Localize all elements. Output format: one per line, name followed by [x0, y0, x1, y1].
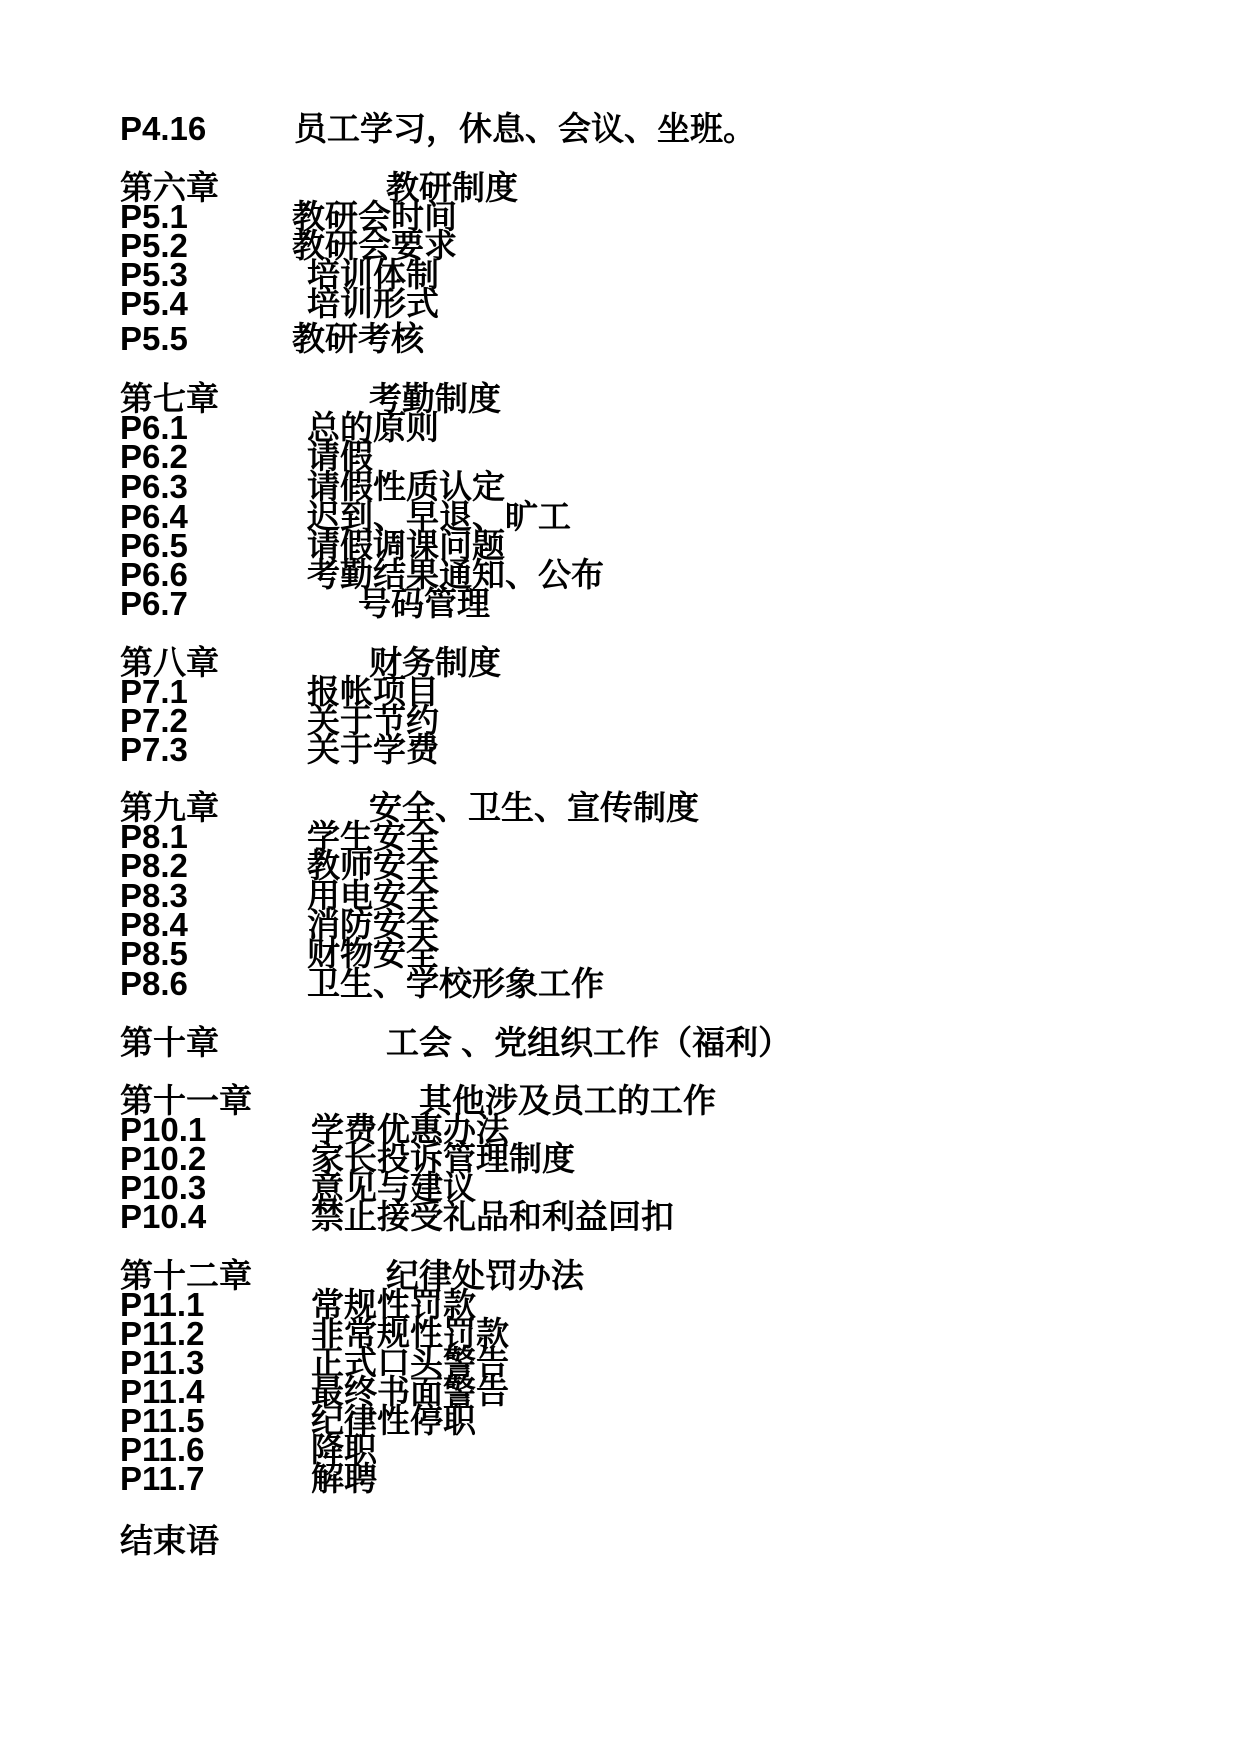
toc-item	[0, 109, 1241, 149]
item-code: P11.1	[120, 1286, 205, 1323]
item-code: P11.6	[120, 1431, 205, 1468]
chapter-title: 工会 、党组织工作（福利）	[386, 1024, 792, 1061]
item-code: P8.2	[120, 847, 188, 884]
chapter-title: 财务制度	[369, 644, 501, 681]
chapter-label: 第十一章	[120, 1082, 252, 1119]
chapter-label: 第十二章	[120, 1257, 252, 1294]
item-title: 培训形式	[307, 285, 439, 322]
item-title: 请假调课问题	[307, 527, 505, 564]
closing-heading	[0, 1521, 1241, 1561]
item-title: 考勤结果通知、公布	[307, 556, 604, 593]
toc-item	[0, 284, 1241, 324]
item-code: P8.4	[120, 906, 188, 943]
item-title: 降职	[311, 1431, 377, 1468]
item-code: P6.2	[120, 438, 188, 475]
item-title: 正式口头警告	[311, 1344, 509, 1381]
toc-item	[0, 1459, 1241, 1499]
item-code: P11.4	[120, 1373, 205, 1410]
item-code: P11.5	[120, 1402, 205, 1439]
item-code: P5.5	[120, 320, 188, 357]
item-title: 员工学习，休息、会议、坐班。	[294, 110, 756, 147]
item-code: P6.3	[120, 468, 188, 505]
item-title: 卫生、学校形象工作	[307, 965, 604, 1002]
chapter-label: 第十章	[120, 1024, 219, 1061]
item-title: 意见与建议	[311, 1169, 476, 1206]
item-code: P5.3	[120, 256, 188, 293]
chapter-label: 第六章	[120, 169, 219, 206]
item-code: P10.3	[120, 1169, 207, 1206]
item-code: P8.6	[120, 965, 188, 1002]
item-code: P6.7	[120, 585, 188, 622]
item-code: P7.1	[120, 673, 188, 710]
toc-item	[0, 730, 1241, 770]
item-code: P6.1	[120, 409, 188, 446]
item-code: P5.1	[120, 198, 188, 235]
chapter-title: 安全、卫生、宣传制度	[369, 789, 699, 826]
item-title: 培训体制	[307, 256, 439, 293]
item-code: P10.1	[120, 1111, 207, 1148]
item-title: 教研会要求	[292, 227, 457, 264]
item-title: 消防安全	[307, 906, 439, 943]
item-code: P6.6	[120, 556, 188, 593]
toc-item	[0, 964, 1241, 1004]
item-title: 号码管理	[358, 585, 490, 622]
item-code: P4.16	[120, 110, 207, 147]
toc-item	[0, 319, 1241, 359]
item-code: P10.4	[120, 1198, 207, 1235]
item-title: 请假性质认定	[307, 468, 505, 505]
item-title: 报帐项目	[307, 673, 439, 710]
chapter-title: 纪律处罚办法	[386, 1257, 584, 1294]
item-code: P6.5	[120, 527, 188, 564]
item-code: P11.2	[120, 1315, 205, 1352]
chapter-label: 第九章	[120, 789, 219, 826]
item-title: 关于节约	[307, 702, 439, 739]
item-title: 关于学费	[307, 731, 439, 768]
item-code: P5.2	[120, 227, 188, 264]
closing-label: 结束语	[120, 1522, 219, 1559]
item-code: P11.7	[120, 1460, 205, 1497]
toc-item	[0, 584, 1241, 624]
item-title: 家长投诉管理制度	[311, 1140, 575, 1177]
chapter-title: 考勤制度	[369, 380, 501, 417]
item-code: P8.3	[120, 877, 188, 914]
item-title: 学生安全	[307, 818, 439, 855]
item-title: 总的原则	[307, 409, 439, 446]
item-code: P8.1	[120, 818, 188, 855]
item-title: 禁止接受礼品和利益回扣	[311, 1198, 674, 1235]
item-title: 财物安全	[307, 935, 439, 972]
chapter-label: 第八章	[120, 644, 219, 681]
item-title: 最终书面警告	[311, 1373, 509, 1410]
chapter-title: 其他涉及员工的工作	[419, 1082, 716, 1119]
item-title: 常规性罚款	[311, 1286, 476, 1323]
item-code: P5.4	[120, 285, 188, 322]
item-title: 非常规性罚款	[311, 1315, 509, 1352]
item-title: 纪律性停职	[311, 1402, 476, 1439]
item-title: 教研会时间	[292, 198, 457, 235]
chapter-title: 教研制度	[386, 169, 518, 206]
item-title: 解聘	[311, 1460, 377, 1497]
item-code: P10.2	[120, 1140, 207, 1177]
item-title: 请假	[307, 438, 373, 475]
chapter-label: 第七章	[120, 380, 219, 417]
toc-item	[0, 1197, 1241, 1237]
item-title: 用电安全	[307, 877, 439, 914]
item-code: P11.3	[120, 1344, 205, 1381]
item-title: 教研考核	[292, 320, 424, 357]
item-code: P6.4	[120, 498, 188, 535]
item-code: P7.2	[120, 702, 188, 739]
item-code: P7.3	[120, 731, 188, 768]
item-code: P8.5	[120, 935, 188, 972]
item-title: 教师安全	[307, 847, 439, 884]
item-title: 迟到、早退、旷工	[307, 498, 571, 535]
item-title: 学费优惠办法	[311, 1111, 509, 1148]
chapter-heading	[0, 1023, 1241, 1063]
